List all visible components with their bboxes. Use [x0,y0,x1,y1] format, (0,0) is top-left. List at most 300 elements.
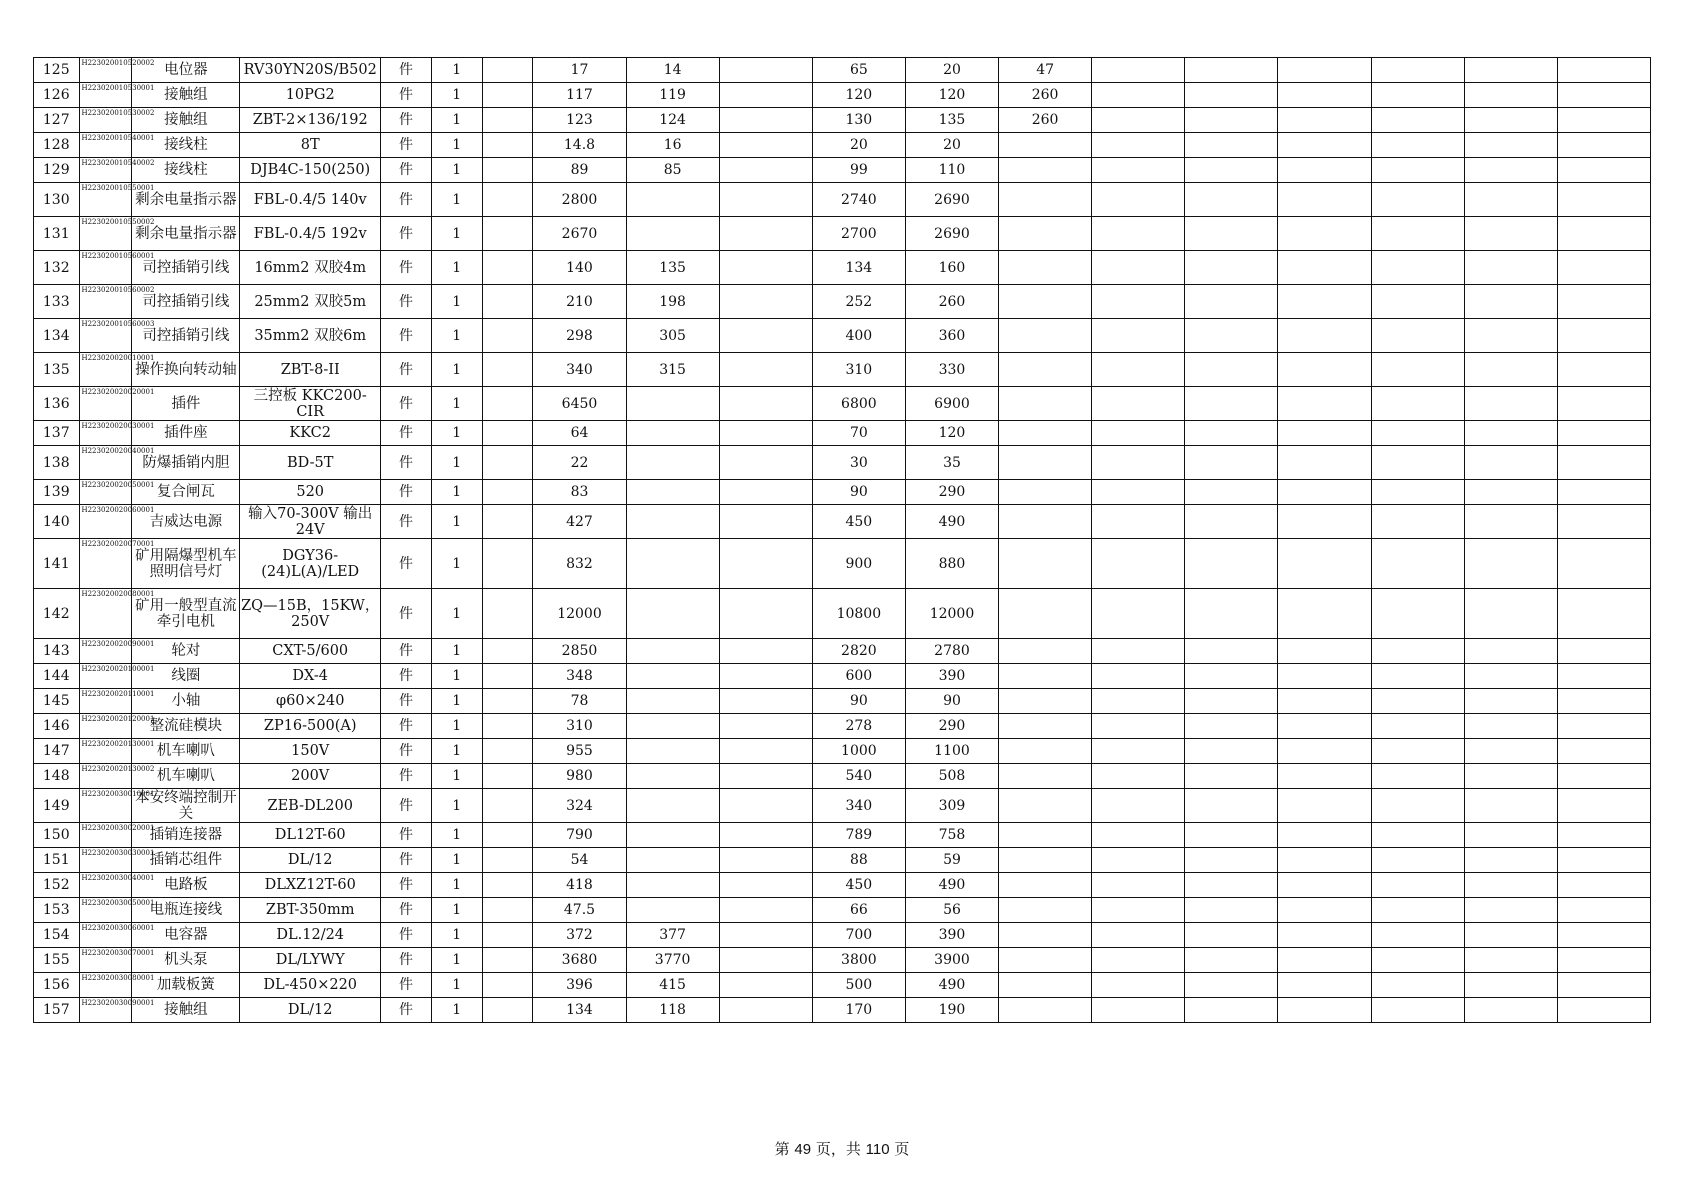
empty-cell [1371,217,1464,251]
item-code-cell: H223020020010001 [79,353,132,387]
empty-cell [1278,714,1371,739]
empty-cell [1464,319,1557,353]
quantity-cell: 1 [431,689,482,714]
item-spec-cell: DL-450×220 [240,973,381,998]
price-cell [482,183,533,217]
empty-cell [1464,923,1557,948]
table-row [34,764,1651,789]
table-row [34,133,1651,158]
empty-cell [1557,183,1650,217]
item-code-cell: H223020030080001 [79,973,132,998]
table-row [34,539,1651,589]
empty-cell [1464,998,1557,1023]
unit-cell: 件 [381,83,432,108]
quantity-cell: 1 [431,319,482,353]
table-row [34,353,1651,387]
unit-cell: 件 [381,108,432,133]
price-cell: 789 [812,823,905,848]
unit-cell: 件 [381,589,432,639]
price-cell [719,764,812,789]
quantity-cell: 1 [431,505,482,539]
empty-cell [1464,739,1557,764]
table-row [34,639,1651,664]
price-cell: 90 [812,480,905,505]
table-row [34,285,1651,319]
item-name-cell: 插件 [132,387,240,421]
price-cell [999,387,1092,421]
unit-cell: 件 [381,789,432,823]
empty-cell [1092,664,1185,689]
table-row [34,848,1651,873]
empty-cell [1185,973,1278,998]
quantity-cell: 1 [431,83,482,108]
empty-cell [1185,505,1278,539]
price-cell: 2690 [905,183,998,217]
empty-cell [1278,689,1371,714]
table-row [34,158,1651,183]
price-cell [999,664,1092,689]
price-cell [626,505,719,539]
item-code-cell: H223020020060001 [79,505,132,539]
empty-cell [1557,873,1650,898]
price-cell [719,505,812,539]
empty-cell [1557,923,1650,948]
empty-cell [1464,505,1557,539]
item-code-cell: H223020020120001 [79,714,132,739]
price-cell: 252 [812,285,905,319]
item-code-cell: H223020030060001 [79,923,132,948]
item-spec-cell: DL/12 [240,848,381,873]
row-number-cell: 146 [34,714,80,739]
price-cell: 66 [812,898,905,923]
price-cell: 90 [812,689,905,714]
empty-cell [1278,739,1371,764]
price-cell [999,764,1092,789]
price-cell: 2850 [533,639,626,664]
price-cell [482,898,533,923]
price-cell: 170 [812,998,905,1023]
empty-cell [1092,251,1185,285]
row-number-cell: 148 [34,764,80,789]
price-cell [482,446,533,480]
item-spec-cell: CXT-5/600 [240,639,381,664]
item-spec-cell: 三控板 KKC200-CIR [240,387,381,421]
empty-cell [1371,108,1464,133]
item-name-cell: 剩余电量指示器 [132,217,240,251]
price-cell: 500 [812,973,905,998]
empty-cell [1185,923,1278,948]
price-cell: 35 [905,446,998,480]
price-cell [482,83,533,108]
empty-cell [1464,714,1557,739]
empty-cell [1371,923,1464,948]
row-number-cell: 145 [34,689,80,714]
item-spec-cell: ZP16-500(A) [240,714,381,739]
empty-cell [1092,848,1185,873]
price-cell [482,108,533,133]
price-cell [626,480,719,505]
footer-suffix: 页 [894,1140,910,1158]
quantity-cell: 1 [431,285,482,319]
item-spec-cell: DL/12 [240,998,381,1023]
empty-cell [1278,664,1371,689]
price-cell: 290 [905,480,998,505]
item-spec-cell: ZBT-350mm [240,898,381,923]
empty-cell [1464,898,1557,923]
price-cell: 508 [905,764,998,789]
item-spec-cell: RV30YN20S/B502 [240,58,381,83]
empty-cell [1092,505,1185,539]
unit-cell: 件 [381,217,432,251]
price-cell [719,158,812,183]
price-cell [719,183,812,217]
empty-cell [1185,848,1278,873]
empty-cell [1185,789,1278,823]
table-row [34,714,1651,739]
empty-cell [1557,505,1650,539]
row-number-cell: 127 [34,108,80,133]
price-cell: 10800 [812,589,905,639]
price-cell [482,158,533,183]
unit-cell: 件 [381,158,432,183]
price-cell: 427 [533,505,626,539]
quantity-cell: 1 [431,739,482,764]
price-cell [482,58,533,83]
item-code-cell: H223020010540001 [79,133,132,158]
price-cell: 16 [626,133,719,158]
item-spec-cell: FBL-0.4/5 140v [240,183,381,217]
price-cell: 20 [905,58,998,83]
empty-cell [1464,973,1557,998]
empty-cell [1557,353,1650,387]
empty-cell [1371,764,1464,789]
item-spec-cell: 520 [240,480,381,505]
empty-cell [1464,421,1557,446]
price-cell [999,714,1092,739]
unit-cell: 件 [381,948,432,973]
price-cell: 900 [812,539,905,589]
price-cell [719,973,812,998]
price-cell [482,823,533,848]
empty-cell [1092,319,1185,353]
quantity-cell: 1 [431,133,482,158]
price-cell [999,589,1092,639]
item-code-cell: H223020010540002 [79,158,132,183]
empty-cell [1371,689,1464,714]
price-cell: 118 [626,998,719,1023]
unit-cell: 件 [381,285,432,319]
row-number-cell: 143 [34,639,80,664]
price-cell: 880 [905,539,998,589]
price-cell: 2690 [905,217,998,251]
price-cell [719,251,812,285]
price-cell: 78 [533,689,626,714]
price-cell: 2820 [812,639,905,664]
table-row [34,998,1651,1023]
price-cell [719,133,812,158]
item-name-cell: 本安终端控制开关 [132,789,240,823]
price-cell [719,353,812,387]
empty-cell [1371,446,1464,480]
row-number-cell: 157 [34,998,80,1023]
item-spec-cell: DX-4 [240,664,381,689]
unit-cell: 件 [381,923,432,948]
price-cell: 20 [812,133,905,158]
item-name-cell: 接触组 [132,998,240,1023]
unit-cell: 件 [381,446,432,480]
item-name-cell: 电路板 [132,873,240,898]
empty-cell [1371,133,1464,158]
price-cell: 260 [999,83,1092,108]
empty-cell [1092,183,1185,217]
price-cell [482,133,533,158]
price-cell: 400 [812,319,905,353]
price-cell [626,539,719,589]
table-row [34,923,1651,948]
row-number-cell: 137 [34,421,80,446]
item-name-cell: 接触组 [132,83,240,108]
item-code-cell: H223020030010001 [79,789,132,823]
price-cell: 59 [905,848,998,873]
table-row [34,387,1651,421]
empty-cell [1185,689,1278,714]
empty-cell [1557,639,1650,664]
empty-cell [1371,998,1464,1023]
price-cell: 309 [905,789,998,823]
price-cell: 396 [533,973,626,998]
item-code-cell: H223020030050001 [79,898,132,923]
empty-cell [1464,251,1557,285]
empty-cell [1557,848,1650,873]
empty-cell [1278,948,1371,973]
price-cell: 88 [812,848,905,873]
empty-cell [1278,848,1371,873]
price-cell [999,480,1092,505]
item-code-cell: H223020010550002 [79,217,132,251]
price-cell [626,714,719,739]
empty-cell [1464,664,1557,689]
empty-cell [1557,789,1650,823]
empty-cell [1092,948,1185,973]
item-code-cell: H223020030030001 [79,848,132,873]
empty-cell [1092,923,1185,948]
unit-cell: 件 [381,353,432,387]
unit-cell: 件 [381,689,432,714]
empty-cell [1185,108,1278,133]
price-cell: 64 [533,421,626,446]
empty-cell [1557,133,1650,158]
empty-cell [1092,58,1185,83]
price-cell: 377 [626,923,719,948]
price-cell: 1100 [905,739,998,764]
table-row [34,789,1651,823]
unit-cell: 件 [381,898,432,923]
empty-cell [1464,689,1557,714]
item-name-cell: 加载板簧 [132,973,240,998]
price-cell [999,158,1092,183]
item-name-cell: 防爆插销内胆 [132,446,240,480]
price-cell [482,739,533,764]
unit-cell: 件 [381,639,432,664]
quantity-cell: 1 [431,898,482,923]
quantity-cell: 1 [431,823,482,848]
item-spec-cell: DJB4C-150(250) [240,158,381,183]
price-cell: 20 [905,133,998,158]
price-cell: 348 [533,664,626,689]
price-cell [482,251,533,285]
quantity-cell: 1 [431,58,482,83]
empty-cell [1557,83,1650,108]
row-number-cell: 149 [34,789,80,823]
table-row [34,505,1651,539]
price-cell [482,480,533,505]
empty-cell [1464,639,1557,664]
empty-cell [1185,764,1278,789]
price-cell [999,823,1092,848]
price-cell: 540 [812,764,905,789]
empty-cell [1185,421,1278,446]
item-name-cell: 插销芯组件 [132,848,240,873]
empty-cell [1464,539,1557,589]
empty-cell [1278,764,1371,789]
item-code-cell: H223020020100001 [79,664,132,689]
row-number-cell: 156 [34,973,80,998]
empty-cell [1557,973,1650,998]
price-cell [719,480,812,505]
row-number-cell: 133 [34,285,80,319]
quantity-cell: 1 [431,948,482,973]
item-code-cell: H223020020080001 [79,589,132,639]
price-cell [626,848,719,873]
price-cell [719,789,812,823]
unit-cell: 件 [381,739,432,764]
price-cell [719,664,812,689]
empty-cell [1464,133,1557,158]
item-name-cell: 复合闸瓦 [132,480,240,505]
empty-cell [1278,285,1371,319]
price-cell [626,217,719,251]
price-cell: 210 [533,285,626,319]
empty-cell [1185,714,1278,739]
row-number-cell: 142 [34,589,80,639]
price-cell [719,539,812,589]
price-cell: 6900 [905,387,998,421]
empty-cell [1278,319,1371,353]
empty-cell [1092,83,1185,108]
empty-cell [1464,387,1557,421]
empty-cell [1557,285,1650,319]
empty-cell [1185,664,1278,689]
price-cell [999,539,1092,589]
empty-cell [1185,251,1278,285]
price-cell: 490 [905,873,998,898]
item-name-cell: 矿用隔爆型机车照明信号灯 [132,539,240,589]
empty-cell [1278,505,1371,539]
row-number-cell: 139 [34,480,80,505]
row-number-cell: 153 [34,898,80,923]
empty-cell [1092,353,1185,387]
empty-cell [1371,848,1464,873]
row-number-cell: 132 [34,251,80,285]
price-cell: 124 [626,108,719,133]
empty-cell [1092,764,1185,789]
empty-cell [1557,948,1650,973]
table-row [34,421,1651,446]
empty-cell [1185,898,1278,923]
table-row [34,898,1651,923]
price-cell: 134 [533,998,626,1023]
item-name-cell: 司控插销引线 [132,285,240,319]
table-row [34,58,1651,83]
unit-cell: 件 [381,251,432,285]
empty-cell [1185,133,1278,158]
item-spec-cell: ZBT-8-II [240,353,381,387]
price-cell [719,739,812,764]
price-cell: 2670 [533,217,626,251]
total-page-count: 110 [865,1141,890,1158]
price-cell [999,689,1092,714]
price-cell: 99 [812,158,905,183]
item-spec-cell: 8T [240,133,381,158]
price-cell [719,689,812,714]
table-row [34,251,1651,285]
price-cell: 190 [905,998,998,1023]
price-cell: 360 [905,319,998,353]
unit-cell: 件 [381,421,432,446]
price-cell: 450 [812,873,905,898]
unit-cell: 件 [381,183,432,217]
empty-cell [1185,948,1278,973]
price-cell [482,353,533,387]
quantity-cell: 1 [431,789,482,823]
price-cell: 56 [905,898,998,923]
price-cell: 12000 [905,589,998,639]
item-name-cell: 轮对 [132,639,240,664]
empty-cell [1464,58,1557,83]
price-cell: 70 [812,421,905,446]
row-number-cell: 154 [34,923,80,948]
empty-cell [1464,823,1557,848]
footer-prefix: 第 [774,1140,790,1158]
quantity-cell: 1 [431,923,482,948]
empty-cell [1185,589,1278,639]
price-cell [482,873,533,898]
item-spec-cell: ZBT-2×136/192 [240,108,381,133]
row-number-cell: 144 [34,664,80,689]
row-number-cell: 134 [34,319,80,353]
item-code-cell: H223020020040001 [79,446,132,480]
price-cell [719,387,812,421]
price-cell: 278 [812,714,905,739]
row-number-cell: 135 [34,353,80,387]
unit-cell: 件 [381,848,432,873]
price-cell [482,319,533,353]
price-cell [999,133,1092,158]
table-row [34,480,1651,505]
empty-cell [1278,217,1371,251]
quantity-cell: 1 [431,217,482,251]
price-cell [999,353,1092,387]
item-name-cell: 机车喇叭 [132,739,240,764]
price-cell: 3900 [905,948,998,973]
item-name-cell: 剩余电量指示器 [132,183,240,217]
empty-cell [1557,446,1650,480]
table-row [34,446,1651,480]
empty-cell [1557,480,1650,505]
empty-cell [1371,823,1464,848]
row-number-cell: 129 [34,158,80,183]
empty-cell [1278,589,1371,639]
